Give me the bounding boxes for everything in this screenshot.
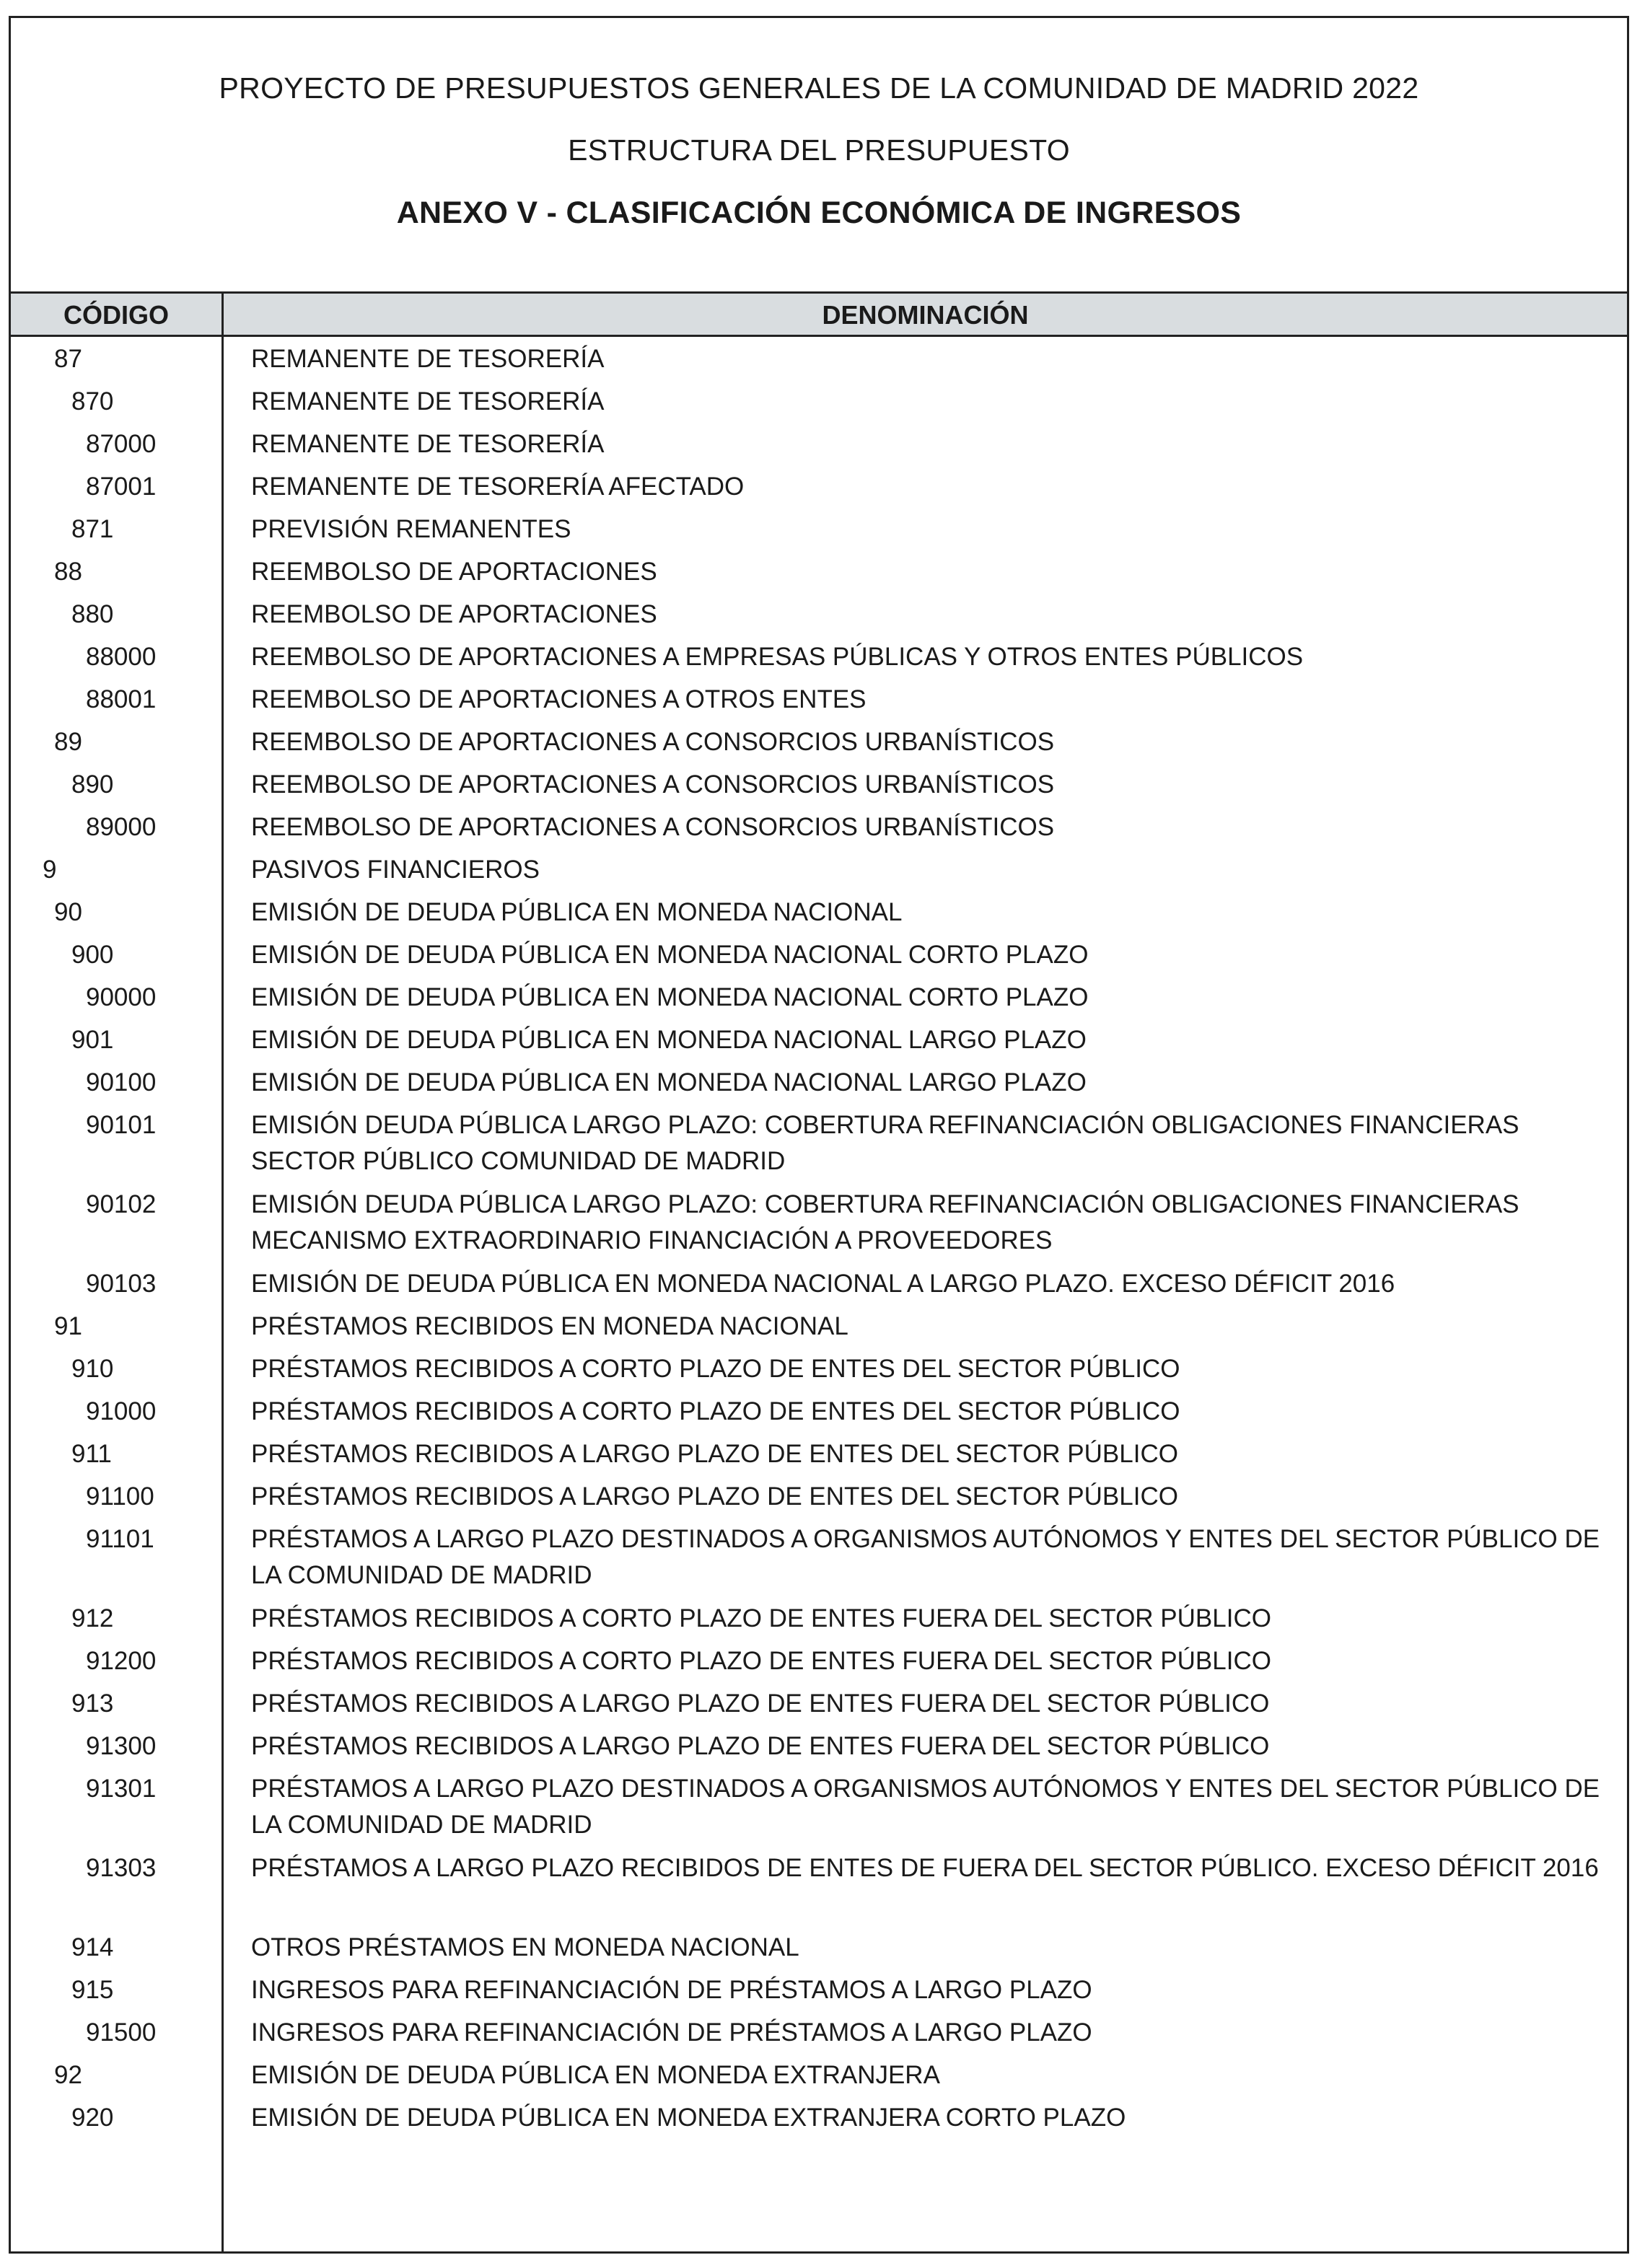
table-row	[11, 507, 1627, 550]
table-row	[11, 1182, 1627, 1262]
row-denomination: PRÉSTAMOS RECIBIDOS A LARGO PLAZO DE ENTES FUERA DEL SECTOR PÚBLICO	[251, 1689, 1270, 1718]
document-frame	[9, 16, 1629, 2254]
row-code: 89	[54, 728, 82, 756]
row-denomination: REEMBOLSO DE APORTACIONES A CONSORCIOS URBANÍSTICOS	[251, 813, 1055, 841]
table-row	[11, 1517, 1627, 1596]
row-code: 90100	[86, 1068, 157, 1096]
table-row	[11, 1304, 1627, 1347]
row-denomination: EMISIÓN DE DEUDA PÚBLICA EN MONEDA NACIONAL A LARGO PLAZO. EXCESO DÉFICIT 2016	[251, 1270, 1395, 1298]
row-code: 920	[71, 2104, 114, 2132]
table-row	[11, 550, 1627, 592]
table-row	[11, 1724, 1627, 1767]
table-row	[11, 1925, 1627, 1968]
row-denomination: REEMBOLSO DE APORTACIONES A EMPRESAS PÚBLICAS Y OTROS ENTES PÚBLICOS	[251, 643, 1304, 671]
row-code: 91300	[86, 1732, 157, 1760]
row-code: 9	[43, 856, 57, 884]
row-code: 914	[71, 1933, 114, 1961]
row-denomination: EMISIÓN DE DEUDA PÚBLICA EN MONEDA NACIONAL CORTO PLAZO	[251, 941, 1089, 969]
row-denomination: REMANENTE DE TESORERÍA AFECTADO	[251, 472, 745, 501]
table-row	[11, 805, 1627, 848]
row-code: 91301	[86, 1775, 157, 1803]
table-row	[11, 1262, 1627, 1304]
table-row	[11, 933, 1627, 975]
row-denomination: REMANENTE DE TESORERÍA	[251, 345, 605, 373]
table-row	[11, 379, 1627, 422]
row-denomination: REEMBOLSO DE APORTACIONES A CONSORCIOS URBANÍSTICOS	[251, 728, 1055, 756]
row-denomination: PRÉSTAMOS RECIBIDOS A CORTO PLAZO DE ENTES DEL SECTOR PÚBLICO	[251, 1355, 1180, 1383]
row-denomination: PRÉSTAMOS A LARGO PLAZO RECIBIDOS DE ENTES DE FUERA DEL SECTOR PÚBLICO. EXCESO DÉFICIT 2016	[251, 1854, 1599, 1882]
row-code: 87001	[86, 472, 157, 501]
table-row	[11, 465, 1627, 507]
table-row	[11, 1060, 1627, 1103]
row-code: 92	[54, 2061, 82, 2089]
row-code: 91000	[86, 1397, 157, 1425]
row-code: 90	[54, 898, 82, 926]
table-row	[11, 1474, 1627, 1517]
table-row	[11, 848, 1627, 890]
row-denomination: PRÉSTAMOS RECIBIDOS A CORTO PLAZO DE ENTES FUERA DEL SECTOR PÚBLICO	[251, 1604, 1271, 1632]
table-row	[11, 1682, 1627, 1724]
row-denomination: REMANENTE DE TESORERÍA	[251, 387, 605, 416]
table-row	[11, 1103, 1627, 1182]
row-denomination: EMISIÓN DEUDA PÚBLICA LARGO PLAZO: COBERTURA REFINANCIACIÓN OBLIGACIONES FINANCIERAS SECTOR PÚBLICO COMUNIDAD DE MADRID	[251, 1111, 1519, 1175]
row-code: 911	[71, 1440, 112, 1468]
row-denomination: EMISIÓN DEUDA PÚBLICA LARGO PLAZO: COBERTURA REFINANCIACIÓN OBLIGACIONES FINANCIERAS MECANISMO EXTRAORDINARIO FINANCIACIÓN A PROVEEDORES	[251, 1190, 1519, 1254]
row-denomination: REEMBOLSO DE APORTACIONES A CONSORCIOS URBANÍSTICOS	[251, 770, 1055, 799]
table-header	[11, 294, 1627, 337]
row-code: 910	[71, 1355, 114, 1383]
row-denomination: PREVISIÓN REMANENTES	[251, 515, 571, 543]
row-denomination: INGRESOS PARA REFINANCIACIÓN DE PRÉSTAMOS A LARGO PLAZO	[251, 2018, 1092, 2047]
row-denomination: EMISIÓN DE DEUDA PÚBLICA EN MONEDA NACIONAL	[251, 898, 903, 926]
row-denomination: EMISIÓN DE DEUDA PÚBLICA EN MONEDA EXTRANJERA	[251, 2061, 940, 2089]
row-code: 91303	[86, 1854, 157, 1882]
row-code: 87000	[86, 430, 157, 458]
table-row	[11, 975, 1627, 1018]
row-denomination: PRÉSTAMOS A LARGO PLAZO DESTINADOS A ORGANISMOS AUTÓNOMOS Y ENTES DEL SECTOR PÚBLICO DE LA COMUNIDAD DE MADRID	[251, 1775, 1600, 1839]
table-row	[11, 2096, 1627, 2138]
document-subtitle: ESTRUCTURA DEL PRESUPUESTO	[568, 133, 1070, 167]
table-row	[11, 1846, 1627, 1925]
column-header-denomination: DENOMINACIÓN	[822, 300, 1029, 330]
row-code: 91101	[86, 1525, 154, 1553]
row-denomination: OTROS PRÉSTAMOS EN MONEDA NACIONAL	[251, 1933, 799, 1961]
row-denomination: REEMBOLSO DE APORTACIONES	[251, 558, 657, 586]
row-code: 91	[54, 1312, 82, 1340]
table-row	[11, 1639, 1627, 1682]
row-denomination: REEMBOLSO DE APORTACIONES	[251, 600, 657, 628]
table-row	[11, 1767, 1627, 1846]
row-code: 90102	[86, 1190, 157, 1218]
table-row	[11, 422, 1627, 465]
annex-title: ANEXO V - CLASIFICACIÓN ECONÓMICA DE INGRESOS	[396, 195, 1242, 230]
table-row	[11, 720, 1627, 762]
row-code: 915	[71, 1976, 114, 2004]
table-row	[11, 1018, 1627, 1060]
table-row	[11, 1968, 1627, 2010]
table-row	[11, 1432, 1627, 1474]
table-row	[11, 1347, 1627, 1389]
row-denomination: PRÉSTAMOS RECIBIDOS A LARGO PLAZO DE ENTES DEL SECTOR PÚBLICO	[251, 1440, 1178, 1468]
table-row	[11, 677, 1627, 720]
row-code: 90103	[86, 1270, 157, 1298]
row-denomination: PASIVOS FINANCIEROS	[251, 856, 540, 884]
table-row	[11, 2010, 1627, 2053]
column-header-code: CÓDIGO	[63, 300, 169, 330]
row-denomination: REEMBOLSO DE APORTACIONES A OTROS ENTES	[251, 685, 867, 713]
row-code: 870	[71, 387, 114, 416]
row-code: 871	[71, 515, 114, 543]
table-row	[11, 337, 1627, 379]
row-code: 890	[71, 770, 114, 799]
row-code: 88	[54, 558, 82, 586]
row-code: 91500	[86, 2018, 157, 2047]
table-body	[11, 337, 1627, 2138]
row-denomination: PRÉSTAMOS RECIBIDOS A LARGO PLAZO DE ENTES FUERA DEL SECTOR PÚBLICO	[251, 1732, 1270, 1760]
row-code: 88001	[86, 685, 157, 713]
row-code: 91200	[86, 1647, 157, 1675]
row-denomination: INGRESOS PARA REFINANCIACIÓN DE PRÉSTAMOS A LARGO PLAZO	[251, 1976, 1092, 2004]
table-row	[11, 890, 1627, 933]
row-denomination: EMISIÓN DE DEUDA PÚBLICA EN MONEDA NACIONAL LARGO PLAZO	[251, 1026, 1087, 1054]
document-header	[11, 18, 1627, 294]
row-denomination: PRÉSTAMOS RECIBIDOS A CORTO PLAZO DE ENTES DEL SECTOR PÚBLICO	[251, 1397, 1180, 1425]
row-denomination: EMISIÓN DE DEUDA PÚBLICA EN MONEDA NACIONAL CORTO PLAZO	[251, 983, 1089, 1011]
row-denomination: EMISIÓN DE DEUDA PÚBLICA EN MONEDA EXTRANJERA CORTO PLAZO	[251, 2104, 1126, 2132]
table-row	[11, 762, 1627, 805]
row-denomination: PRÉSTAMOS RECIBIDOS EN MONEDA NACIONAL	[251, 1312, 848, 1340]
table-row	[11, 2053, 1627, 2096]
row-denomination: REMANENTE DE TESORERÍA	[251, 430, 605, 458]
row-code: 90101	[86, 1111, 157, 1139]
row-code: 912	[71, 1604, 114, 1632]
table-row	[11, 1389, 1627, 1432]
row-code: 90000	[86, 983, 157, 1011]
row-code: 900	[71, 941, 114, 969]
row-denomination: PRÉSTAMOS RECIBIDOS A LARGO PLAZO DE ENTES DEL SECTOR PÚBLICO	[251, 1482, 1178, 1511]
row-denomination: EMISIÓN DE DEUDA PÚBLICA EN MONEDA NACIONAL LARGO PLAZO	[251, 1068, 1087, 1096]
row-code: 880	[71, 600, 114, 628]
row-denomination: PRÉSTAMOS RECIBIDOS A CORTO PLAZO DE ENTES FUERA DEL SECTOR PÚBLICO	[251, 1647, 1271, 1675]
table-row	[11, 1596, 1627, 1639]
row-code: 89000	[86, 813, 157, 841]
document-title: PROYECTO DE PRESUPUESTOS GENERALES DE LA COMUNIDAD DE MADRID 2022	[219, 71, 1419, 105]
row-code: 87	[54, 345, 82, 373]
row-code: 91100	[86, 1482, 154, 1511]
table-row	[11, 635, 1627, 677]
row-code: 913	[71, 1689, 114, 1718]
table-row	[11, 592, 1627, 635]
row-code: 88000	[86, 643, 157, 671]
row-denomination: PRÉSTAMOS A LARGO PLAZO DESTINADOS A ORGANISMOS AUTÓNOMOS Y ENTES DEL SECTOR PÚBLICO DE LA COMUNIDAD DE MADRID	[251, 1525, 1600, 1589]
row-code: 901	[71, 1026, 114, 1054]
